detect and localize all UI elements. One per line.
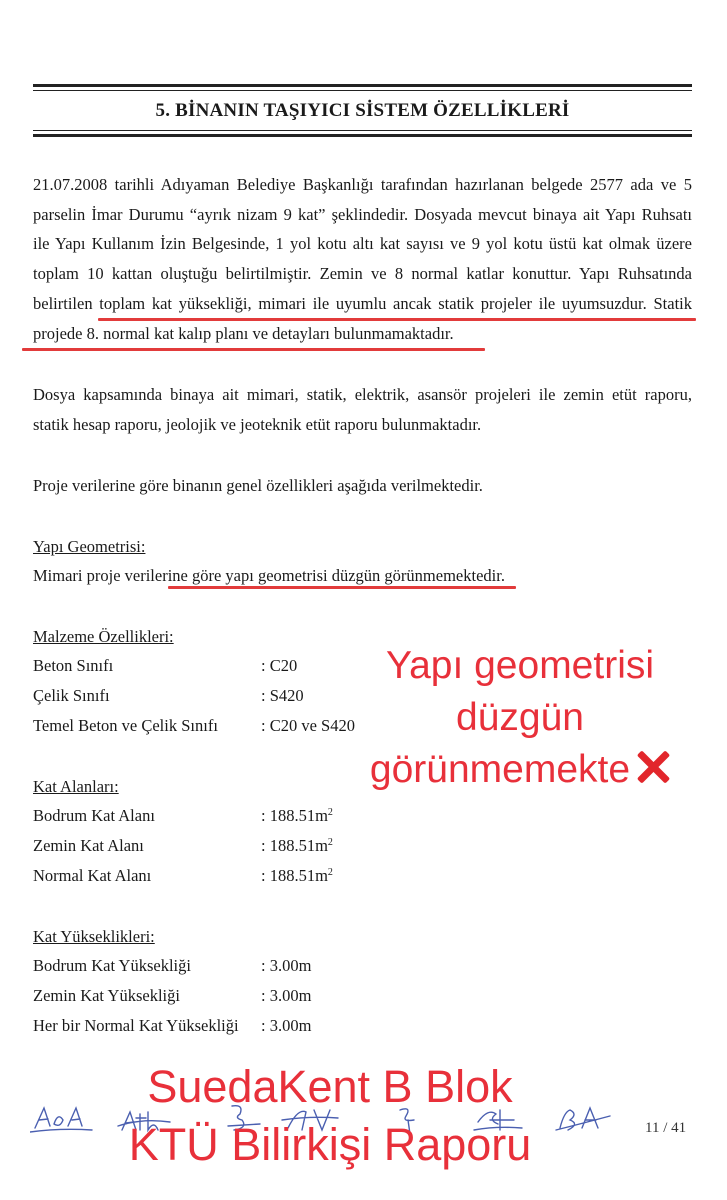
geometry-title: Yapı Geometrisi:: [33, 537, 146, 556]
cross-mark-icon: [636, 750, 670, 784]
paragraph-1: [33, 170, 692, 348]
caption-line: SuedaKent B Blok: [147, 1061, 513, 1112]
row-label: Bodrum Kat Alanı: [33, 806, 155, 825]
row-value: : 3.00m: [261, 1016, 312, 1035]
geometry-text: Mimari proje verilerine göre yapı geometrisi düzgün görünmemektedir.: [33, 566, 505, 585]
paragraph-3: Proje verilerine göre binanın genel özellikleri aşağıda verilmektedir.: [33, 476, 483, 495]
paragraph-2: [33, 380, 692, 439]
row-label: Normal Kat Alanı: [33, 866, 152, 885]
row-value: : C20 ve S420: [261, 716, 355, 735]
row-label: Bodrum Kat Yüksekliği: [33, 956, 191, 975]
row-label: Temel Beton ve Çelik Sınıfı: [33, 716, 218, 735]
unit-superscript: 2: [327, 867, 333, 878]
paragraph-line: toplam 10 kattan oluştuğu belirtilmiştir. Zemin ve 8 normal katlar konuttur. Yapı Ruhsatında: [33, 264, 692, 284]
paragraph-line: ile Yapı Kullanım İzin Belgesinde, 1 yol kotu altı kat sayısı ve 9 yol kotu üstü kat olmak üzere: [33, 234, 692, 254]
header-rule-top: [33, 84, 692, 87]
caption-overlay: [30, 1058, 630, 1174]
annotation-overlay: [340, 640, 700, 796]
unit-superscript: 2: [327, 807, 333, 818]
paragraph-line: projede 8. normal kat kalıp planı ve detayları bulunmamaktadır.: [33, 323, 454, 343]
value-text: : 188.51m: [261, 866, 328, 885]
paragraph-line: 21.07.2008 tarihli Adıyaman Belediye Başkanlığı tarafından hazırlanan belgede 2577 ada ve 5: [33, 175, 692, 194]
row-value: : 3.00m: [261, 986, 312, 1005]
row-label: Zemin Kat Alanı: [33, 836, 144, 855]
annotation-line-with-icon: [340, 744, 700, 796]
row-label: Her bir Normal Kat Yüksekliği: [33, 1016, 239, 1035]
row-value: : C20: [261, 656, 298, 675]
section-heading: 5. BİNANIN TAŞIYICI SİSTEM ÖZELLİKLERİ: [155, 100, 570, 121]
row-label: Beton Sınıfı: [33, 656, 114, 675]
highlight-underline: [98, 318, 696, 321]
header-rule-bottom: [33, 134, 692, 137]
areas-title: Kat Alanları:: [33, 777, 119, 796]
row-label: Çelik Sınıfı: [33, 686, 110, 705]
header-rule-bottom-thin: [33, 130, 692, 131]
annotation-line: Yapı geometrisi: [385, 644, 655, 687]
unit-superscript: 2: [327, 837, 333, 848]
paragraph-line: statik hesap raporu, jeolojik ve jeoteknik etüt raporu bulunmaktadır.: [33, 414, 482, 434]
paragraph-line: parselin İmar Durumu “ayrık nizam 9 kat” şeklindedir. Dosyada mevcut binaya ait Yapı Ruhsatı: [33, 204, 692, 224]
page-number: 11 / 41: [645, 1120, 687, 1136]
value-text: : 188.51m: [261, 806, 328, 825]
row-value: : 3.00m: [261, 956, 312, 975]
highlight-underline: [22, 348, 485, 351]
paragraph-line: Dosya kapsamında binaya ait mimari, statik, elektrik, asansör projeleri ile zemin etüt raporu,: [33, 385, 692, 404]
row-value: [261, 806, 333, 826]
row-value: : S420: [261, 686, 304, 705]
heights-title: Kat Yükseklikleri:: [33, 927, 155, 946]
annotation-line: görünmemekte: [369, 748, 631, 791]
row-value: [261, 866, 333, 886]
highlight-underline: [168, 586, 516, 589]
header-rule-top-thin: [33, 90, 692, 91]
caption-line: KTÜ Bilirkişi Raporu: [128, 1119, 532, 1170]
annotation-line: düzgün: [456, 696, 584, 739]
paragraph-line: belirtilen toplam kat yüksekliği, mimari ile uyumlu ancak statik projeler ile uyumsuzdur. Statik: [33, 293, 692, 313]
materials-title: Malzeme Özellikleri:: [33, 627, 174, 646]
row-label: Zemin Kat Yüksekliği: [33, 986, 180, 1005]
value-text: : 188.51m: [261, 836, 328, 855]
row-value: [261, 836, 333, 856]
